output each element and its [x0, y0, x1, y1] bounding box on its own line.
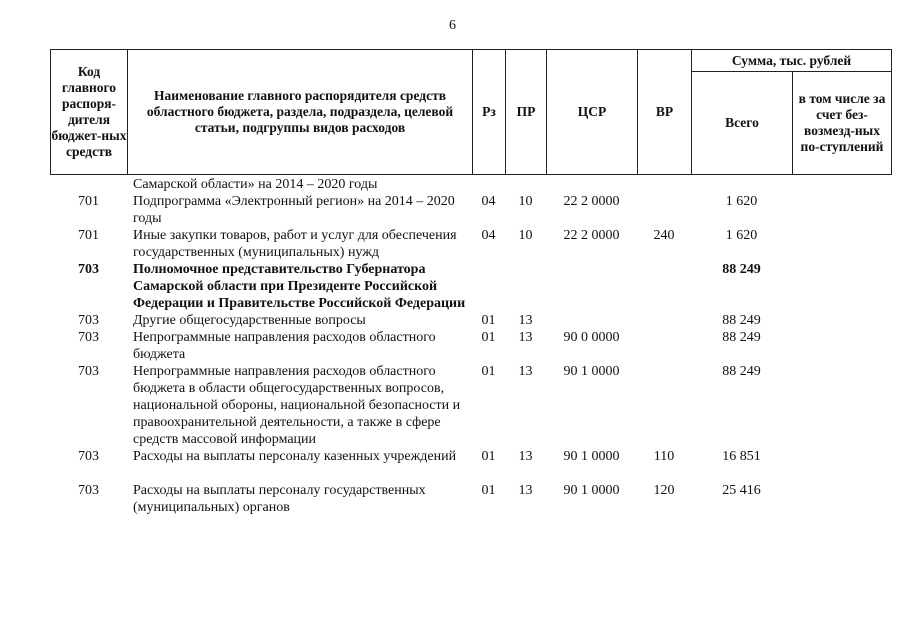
cell-incl	[792, 329, 891, 363]
cell-total: 1 620	[725, 194, 758, 209]
cell-total: 16 851	[722, 449, 761, 464]
cell-code: 703	[78, 330, 99, 345]
cell-incl	[792, 261, 891, 312]
cell-csr: 22 2 0000	[563, 194, 620, 209]
cell-vr: 120	[653, 483, 675, 498]
header-code: Код главного распоря-дителя бюджет-ных средств	[51, 50, 128, 175]
table-row	[50, 465, 891, 516]
cell-rz: 01	[481, 483, 496, 498]
cell-incl	[792, 193, 891, 227]
header-pr: ПР	[506, 50, 547, 175]
header-rz: Рз	[473, 50, 506, 175]
header-incl: в том числе за счет без-возмезд-ных по-ступлений	[793, 72, 892, 175]
cell-name: Расходы на выплаты персоналу казенных учреждений	[133, 449, 457, 464]
cell-code: 703	[78, 483, 99, 498]
cell-incl	[792, 363, 891, 448]
cell-rz: 04	[481, 228, 496, 243]
cell-code: 701	[78, 194, 99, 209]
cell-vr: 240	[653, 228, 675, 243]
cell-csr	[546, 312, 637, 329]
cell-pr	[505, 261, 546, 312]
cell-csr	[546, 176, 637, 193]
cell-total: 88 249	[722, 330, 761, 345]
cell-pr: 10	[518, 228, 533, 243]
cell-name: Другие общегосударственные вопросы	[133, 313, 366, 328]
table-row	[50, 312, 891, 329]
cell-name: Подпрограмма «Электронный регион» на 2014 – 2020 годы	[133, 194, 455, 226]
cell-csr: 22 2 0000	[563, 228, 620, 243]
cell-vr: 110	[653, 449, 675, 464]
header-sum: Сумма, тыс. рублей	[692, 50, 892, 72]
cell-incl	[792, 448, 891, 465]
cell-name: Самарской области» на 2014 – 2020 годы	[133, 177, 378, 192]
cell-rz: 04	[481, 194, 496, 209]
cell-vr	[637, 329, 691, 363]
cell-vr	[637, 261, 691, 312]
cell-pr: 13	[518, 364, 533, 379]
cell-code: 703	[78, 449, 99, 464]
table-row	[50, 448, 891, 465]
cell-pr	[505, 176, 546, 193]
budget-table	[50, 176, 891, 516]
table-row	[50, 261, 891, 312]
table-header	[50, 49, 892, 175]
cell-name: Расходы на выплаты персоналу государственных (муниципальных) органов	[133, 483, 426, 515]
cell-csr: 90 1 0000	[563, 364, 620, 379]
cell-code: 703	[78, 313, 99, 328]
cell-rz: 01	[481, 330, 496, 345]
cell-code: 703	[78, 262, 99, 277]
cell-pr: 13	[518, 330, 533, 345]
cell-total: 1 620	[725, 228, 758, 243]
table-row	[50, 363, 891, 448]
cell-rz	[472, 261, 505, 312]
cell-pr: 13	[518, 483, 533, 498]
cell-code	[50, 176, 127, 193]
header-csr: ЦСР	[547, 50, 638, 175]
cell-incl	[792, 227, 891, 261]
cell-name: Непрограммные направления расходов областного бюджета в области общегосударственных вопросов, национальной обороны, национальной безопасности и правоохранительной деятельности, а также в сфере средств массовой информации	[133, 364, 461, 447]
cell-code: 701	[78, 228, 99, 243]
table-row	[50, 329, 891, 363]
cell-vr	[637, 312, 691, 329]
cell-total: 88 249	[722, 262, 761, 277]
header-vr: ВР	[638, 50, 692, 175]
cell-incl	[792, 465, 891, 516]
page-number: 6	[449, 18, 456, 33]
cell-vr	[637, 176, 691, 193]
header-total: Всего	[692, 72, 793, 175]
header-name: Наименование главного распорядителя средств областного бюджета, раздела, подраздела, целевой статьи, подгруппы видов расходов	[128, 50, 473, 175]
cell-total: 88 249	[722, 313, 761, 328]
cell-name: Полномочное представительство Губернатора Самарской области при Президенте Российской Федерации и Правительстве Российской Федерации	[133, 262, 466, 311]
cell-csr: 90 0 0000	[563, 330, 620, 345]
cell-total	[691, 176, 792, 193]
cell-pr: 13	[518, 313, 533, 328]
cell-csr: 90 1 0000	[563, 483, 620, 498]
cell-incl	[792, 176, 891, 193]
cell-vr	[637, 193, 691, 227]
cell-code: 703	[78, 364, 99, 379]
cell-rz: 01	[481, 364, 496, 379]
table-row	[50, 176, 891, 193]
cell-incl	[792, 312, 891, 329]
cell-name: Иные закупки товаров, работ и услуг для обеспечения государственных (муниципальных) нужд	[133, 228, 457, 260]
table-row	[50, 193, 891, 227]
cell-rz: 01	[481, 313, 496, 328]
cell-csr	[546, 261, 637, 312]
cell-csr: 90 1 0000	[563, 449, 620, 464]
cell-name: Непрограммные направления расходов областного бюджета	[133, 330, 436, 362]
table-row	[50, 227, 891, 261]
cell-vr	[637, 363, 691, 448]
cell-pr: 10	[518, 194, 533, 209]
cell-rz: 01	[481, 449, 496, 464]
cell-total: 25 416	[722, 483, 761, 498]
cell-rz	[472, 176, 505, 193]
cell-total: 88 249	[722, 364, 761, 379]
cell-pr: 13	[518, 449, 533, 464]
